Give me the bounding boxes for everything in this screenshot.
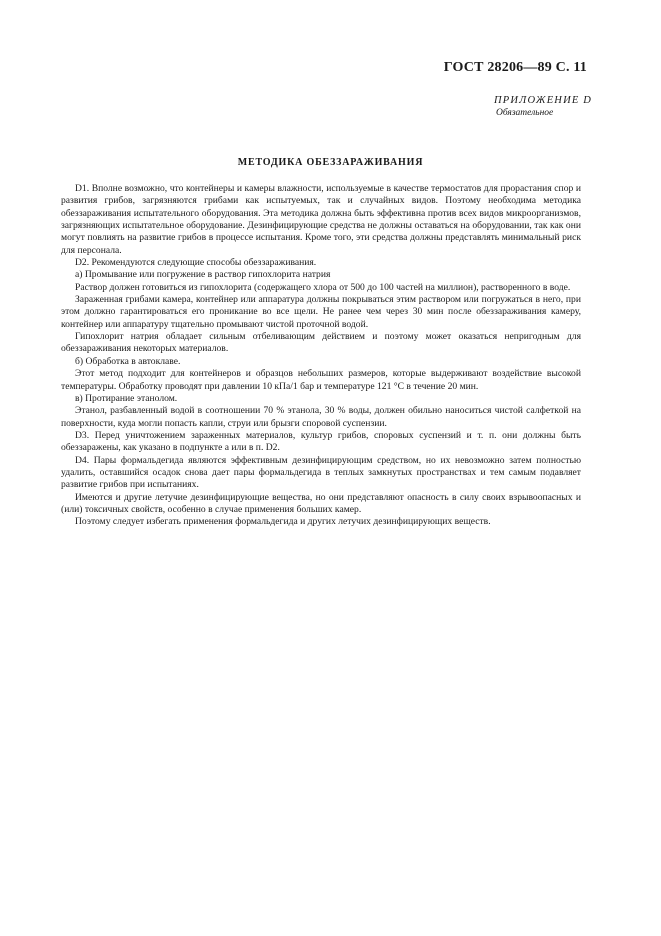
paragraph-method-b-title: б) Обработка в автоклаве.	[75, 355, 181, 367]
paragraph-volatile-agents: Имеются и другие летучие дезинфицирующие вещества, но они представляют опасность в силу своих взрывоопасных и (или) токсичных свойств, особенно в случае применения больших камер.	[61, 491, 581, 515]
paragraph-hypochlorite-warning: Гипохлорит натрия обладает сильным отбеливающим действием и поэтому может оказаться непригодным для обеззараживания некоторых материалов.	[61, 331, 581, 355]
appendix-title: ПРИЛОЖЕНИЕ D	[494, 95, 593, 106]
paragraph-d1: D1. Вполне возможно, что контейнеры и камеры влажности, используемые в качестве термостатов для прорастания спор и развития грибов, загрязняются грибами как испытуемых, так и случайных видов. Поэтому необходима методика обеззараживания испытательного оборудования. Эта методика должна быть эффективна против всех видов микроорганизмов, загрязняющих испытательное оборудование. Дезинфицирующие средства не должны оставаться на оборудовании, так как они могут повлиять на развитие грибов в процессе испытания. Кроме того, эти средства должны представлять минимальный риск для персонала.	[61, 183, 581, 256]
paragraph-d4: D4. Пары формальдегида являются эффективным дезинфицирующим средством, но их невозможно затем полностью удалить, оставшийся осадок снова дает пары формальдегида в теплых замкнутых пространствах и тем самым подавляет развитие грибов при испытаниях.	[61, 454, 581, 491]
appendix-status: Обязательное	[496, 108, 554, 118]
paragraph-d3: D3. Перед уничтожением зараженных материалов, культур грибов, споровых суспензий и т. п. они должны быть обеззаражены, как указано в подпункте а или в п. D2.	[61, 429, 581, 454]
paragraph-conclusion: Поэтому следует избегать применения формальдегида и других летучих дезинфицирующих веществ.	[75, 516, 491, 528]
paragraph-solution-prep: Раствор должен готовиться из гипохлорита (содержащего хлора от 500 до 100 частей на миллион), растворенного в воде.	[75, 281, 571, 293]
paragraph-method-c-title: в) Протирание этанолом.	[75, 392, 178, 404]
paragraph-infected-chamber: Зараженная грибами камера, контейнер или аппаратура должны покрываться этим раствором или погружаться в него, при этом должно гарантироваться его проникание во все щели. Не ранее чем через 30 мин после обеззараживания камеру, контейнер или аппаратуру тщательно промывают чистой проточной водой.	[61, 294, 581, 330]
paragraph-ethanol: Этанол, разбавленный водой в соотношении 70 % этанола, 30 % воды, должен обильно наноситься чистой салфеткой на поверхности, куда могли попасть капли, струи или брызги споровой суспензии.	[61, 405, 581, 429]
paragraph-method-a-title: а) Промывание или погружение в раствор гипохлорита натрия	[75, 269, 331, 281]
document-reference: ГОСТ 28206—89 С. 11	[443, 60, 587, 75]
body-text	[61, 183, 581, 529]
paragraph-autoclave: Этот метод подходит для контейнеров и образцов небольших размеров, которые выдерживают воздействие высокой температуры. Обработку проводят при давлении 10 кПа/1 бар и температуре 121 °С в течение 20 мин.	[61, 368, 581, 392]
paragraph-d2: D2. Рекомендуются следующие способы обеззараживания.	[75, 257, 317, 269]
section-title: МЕТОДИКА ОБЕЗЗАРАЖИВАНИЯ	[237, 157, 424, 168]
